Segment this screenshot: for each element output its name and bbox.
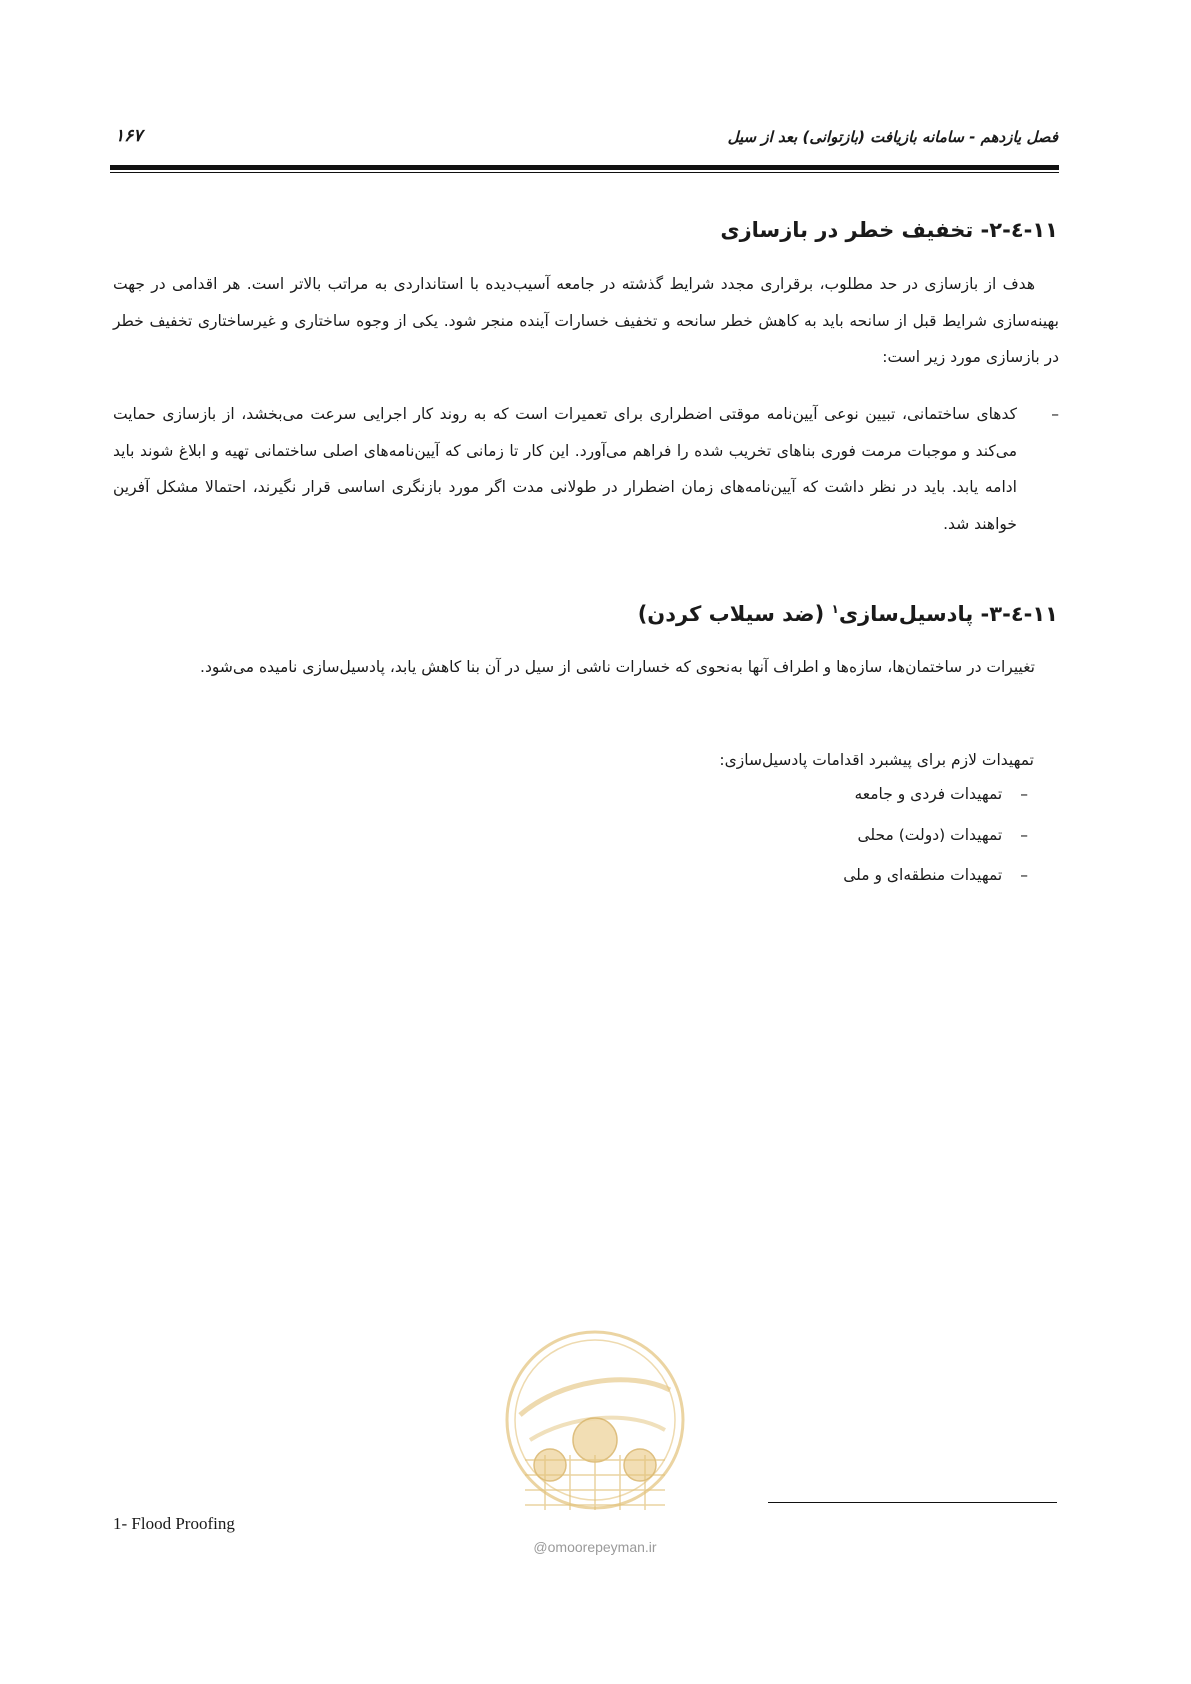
section-heading-risk-reduction: ۱۱-٤-۲- تخفیف خطر در بازسازی <box>720 218 1058 242</box>
bullet-text: کدهای ساختمانی، تبیین نوعی آیین‌نامه موقتی اضطراری برای تعمیرات است که به روند کار اجرایی سرعت می‌بخشد، از بازسازی حمایت می‌کند و موجبات مرمت فوری بناهای تخریب شده را فراهم می‌آورد. این کار تا زمانی که آیین‌نامه‌های اصلی ساختمانی تهیه و ابلاغ شوند باید ادامه یابد. باید در نظر داشت که آیین‌نامه‌های زمان اضطرار در طولانی مدت اگر مورد بازنگری اساسی قرار نگیرند، احتمالا مشکل آفرین خواهند شد. <box>113 405 1017 533</box>
bullet-dash: – <box>1051 405 1059 423</box>
list-item-text: تمهیدات (دولت) محلی <box>857 826 1003 844</box>
bullet-dash: – <box>1020 785 1028 803</box>
section-heading-flood-proofing <box>158 602 1058 626</box>
section-paragraph: تغییرات در ساختمان‌ها، سازه‌ها و اطراف آنها به‌نحوی که خسارات ناشی از سیل در آن بنا کاهش یابد، پادسیل‌سازی نامیده می‌شود. <box>200 658 1035 676</box>
bullet-item <box>113 396 1059 542</box>
heading-suffix: (ضد سیلاب کردن) <box>637 602 825 626</box>
bullet-dash: – <box>1020 866 1028 884</box>
list-item-text: تمهیدات فردی و جامعه <box>854 785 1003 803</box>
chapter-title: فصل یازدهم - سامانه بازیافت (بازتوانی) بعد از سیل <box>727 128 1058 146</box>
list-item <box>328 866 1028 884</box>
heading-text: ۱۱-٤-۳- پادسیل‌سازی <box>838 602 1058 626</box>
watermark-logo <box>490 1320 700 1560</box>
footnote-marker: ۱ <box>831 602 839 616</box>
header-rule-thick <box>110 165 1059 170</box>
page-number: ۱۶۷ <box>115 126 143 146</box>
watermark-website: @omoorepeyman.ir <box>533 1539 657 1555</box>
footnote-rule <box>768 1502 1057 1503</box>
list-item <box>328 785 1028 803</box>
bullet-dash: – <box>1020 826 1028 844</box>
list-item <box>328 826 1028 844</box>
header-rule-thin <box>110 172 1059 173</box>
list-item-text: تمهیدات منطقه‌ای و ملی <box>843 866 1003 884</box>
section-paragraph: هدف از بازسازی در حد مطلوب، برقراری مجدد شرایط گذشته در جامعه آسیب‌دیده با استانداردی به مراتب بالاتر است. هر اقدامی در جهت بهینه‌سازی شرایط قبل از سانحه باید به کاهش خطر سانحه و تخفیف خسارات آینده منجر شود. یکی از وجوه ساختاری و غیرساختاری تخفیف خطر در بازسازی مورد زیر است: <box>113 275 1059 366</box>
footnote-text: 1- Flood Proofing <box>113 1514 235 1533</box>
list-intro: تمهیدات لازم برای پیشبرد اقدامات پادسیل‌سازی: <box>719 751 1034 769</box>
